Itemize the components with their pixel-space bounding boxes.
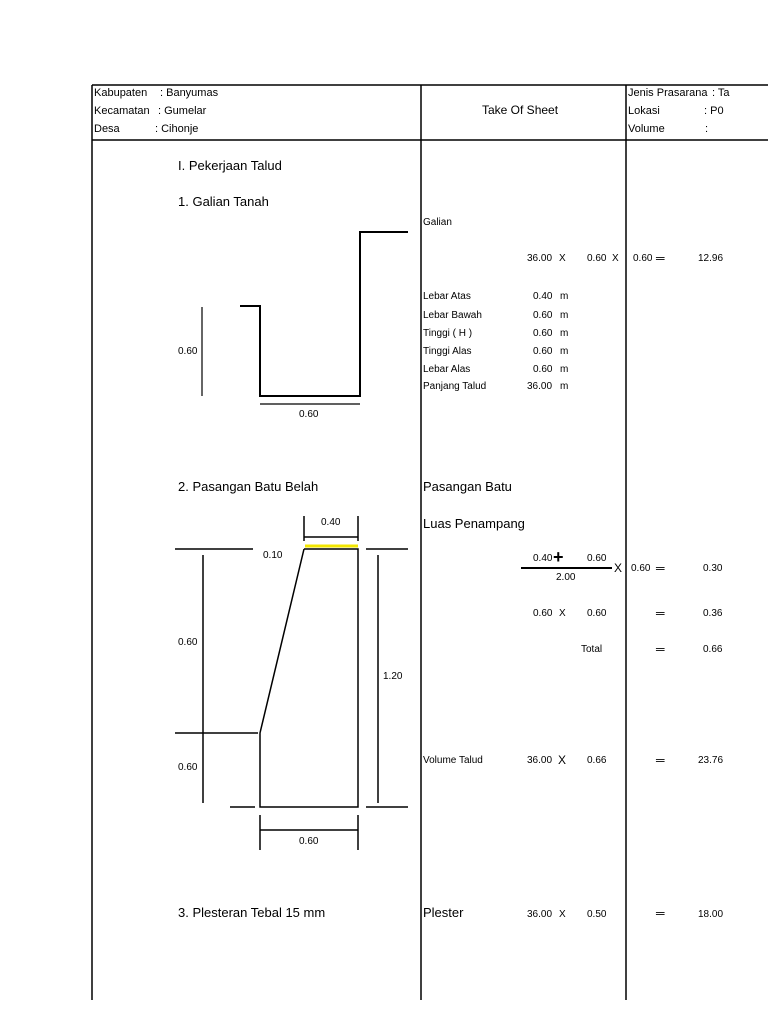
sheet-title: Take Of Sheet <box>482 103 559 117</box>
dim-upper: 0.60 <box>178 637 198 648</box>
row2-b: 0.60 <box>587 608 607 619</box>
total-equals: ═ <box>656 642 665 656</box>
plester-equals: ═ <box>656 906 665 920</box>
volume-talud-a: 36.00 <box>527 755 553 766</box>
frac-multiplier: 0.60 <box>631 563 651 574</box>
frac-times: X <box>614 561 623 575</box>
kecamatan-value: : Gumelar <box>158 105 207 117</box>
galian-label: Galian <box>423 217 452 228</box>
plester-b: 0.50 <box>587 909 607 920</box>
kabupaten-label: Kabupaten <box>94 87 148 99</box>
param-label: Lebar Bawah <box>423 310 482 321</box>
galian-drawing <box>202 232 408 404</box>
galian-calc-op1: X <box>559 253 566 264</box>
jenis-prasarana-label: Jenis Prasarana <box>628 87 708 99</box>
galian-dim-width: 0.60 <box>299 409 319 420</box>
kecamatan-label: Kecamatan <box>94 105 150 117</box>
dim-bottom: 0.60 <box>299 836 319 847</box>
lokasi-value: : P0 <box>704 105 724 117</box>
total-result: 0.66 <box>703 644 723 655</box>
param-unit: m <box>560 328 569 339</box>
plester-title: 3. Plesteran Tebal 15 mm <box>178 905 326 920</box>
galian-calc-c: 0.60 <box>633 253 653 264</box>
volume-talud-times: X <box>558 753 567 767</box>
volume-label: Volume <box>628 123 665 135</box>
frac-result: 0.30 <box>703 563 723 574</box>
param-unit: m <box>560 364 569 375</box>
dim-lower: 0.60 <box>178 762 198 773</box>
pasangan-drawing <box>175 516 612 850</box>
total-label: Total <box>581 644 603 655</box>
row2-equals: ═ <box>656 606 665 620</box>
galian-calc-op2: X <box>612 253 619 264</box>
jenis-prasarana-value: : Ta <box>712 87 730 99</box>
volume-talud-label: Volume Talud <box>423 755 483 766</box>
param-unit: m <box>560 381 569 392</box>
galian-dim-height: 0.60 <box>178 346 198 357</box>
frac-equals: ═ <box>656 561 665 575</box>
dim-top: 0.40 <box>321 517 341 528</box>
dim-offset: 0.10 <box>263 550 283 561</box>
param-label: Tinggi Alas <box>423 346 472 357</box>
galian-calc-equals: ═ <box>656 251 665 265</box>
param-label: Tinggi ( H ) <box>423 328 473 339</box>
galian-calc-b: 0.60 <box>587 253 607 264</box>
plester-label: Plester <box>423 905 464 920</box>
row2-a: 0.60 <box>533 608 553 619</box>
volume-value: : <box>705 123 709 135</box>
param-value: 36.00 <box>527 381 553 392</box>
volume-talud-result: 23.76 <box>698 755 724 766</box>
plester-result: 18.00 <box>698 909 724 920</box>
lokasi-label: Lokasi <box>628 105 660 117</box>
pasangan-title: 2. Pasangan Batu Belah <box>178 479 319 494</box>
param-value: 0.60 <box>533 310 553 321</box>
luas-penampang-label: Luas Penampang <box>423 516 525 531</box>
plester-times: X <box>559 909 566 920</box>
param-value: 0.60 <box>533 328 553 339</box>
row2-times: X <box>559 608 566 619</box>
frac-a: 0.40 <box>533 553 553 564</box>
pasangan-label: Pasangan Batu <box>423 479 512 494</box>
desa-label: Desa <box>94 123 120 135</box>
section-title: I. Pekerjaan Talud <box>178 158 282 173</box>
galian-calc-result: 12.96 <box>698 253 724 264</box>
param-value: 0.60 <box>533 364 553 375</box>
param-label: Panjang Talud <box>423 381 487 392</box>
plus-icon: + <box>553 547 564 567</box>
plester-a: 36.00 <box>527 909 553 920</box>
param-label: Lebar Atas <box>423 291 471 302</box>
row2-result: 0.36 <box>703 608 723 619</box>
dim-total: 1.20 <box>383 671 403 682</box>
desa-value: : Cihonje <box>155 123 199 135</box>
galian-title: 1. Galian Tanah <box>178 194 269 209</box>
kabupaten-value: : Banyumas <box>160 87 219 99</box>
frac-denominator: 2.00 <box>556 572 576 583</box>
param-value: 0.40 <box>533 291 553 302</box>
galian-calc-a: 36.00 <box>527 253 553 264</box>
param-unit: m <box>560 346 569 357</box>
param-label: Lebar Alas <box>423 364 471 375</box>
param-unit: m <box>560 310 569 321</box>
frac-b: 0.60 <box>587 553 607 564</box>
volume-talud-equals: ═ <box>656 753 665 767</box>
param-value: 0.60 <box>533 346 553 357</box>
volume-talud-b: 0.66 <box>587 755 607 766</box>
param-unit: m <box>560 291 569 302</box>
